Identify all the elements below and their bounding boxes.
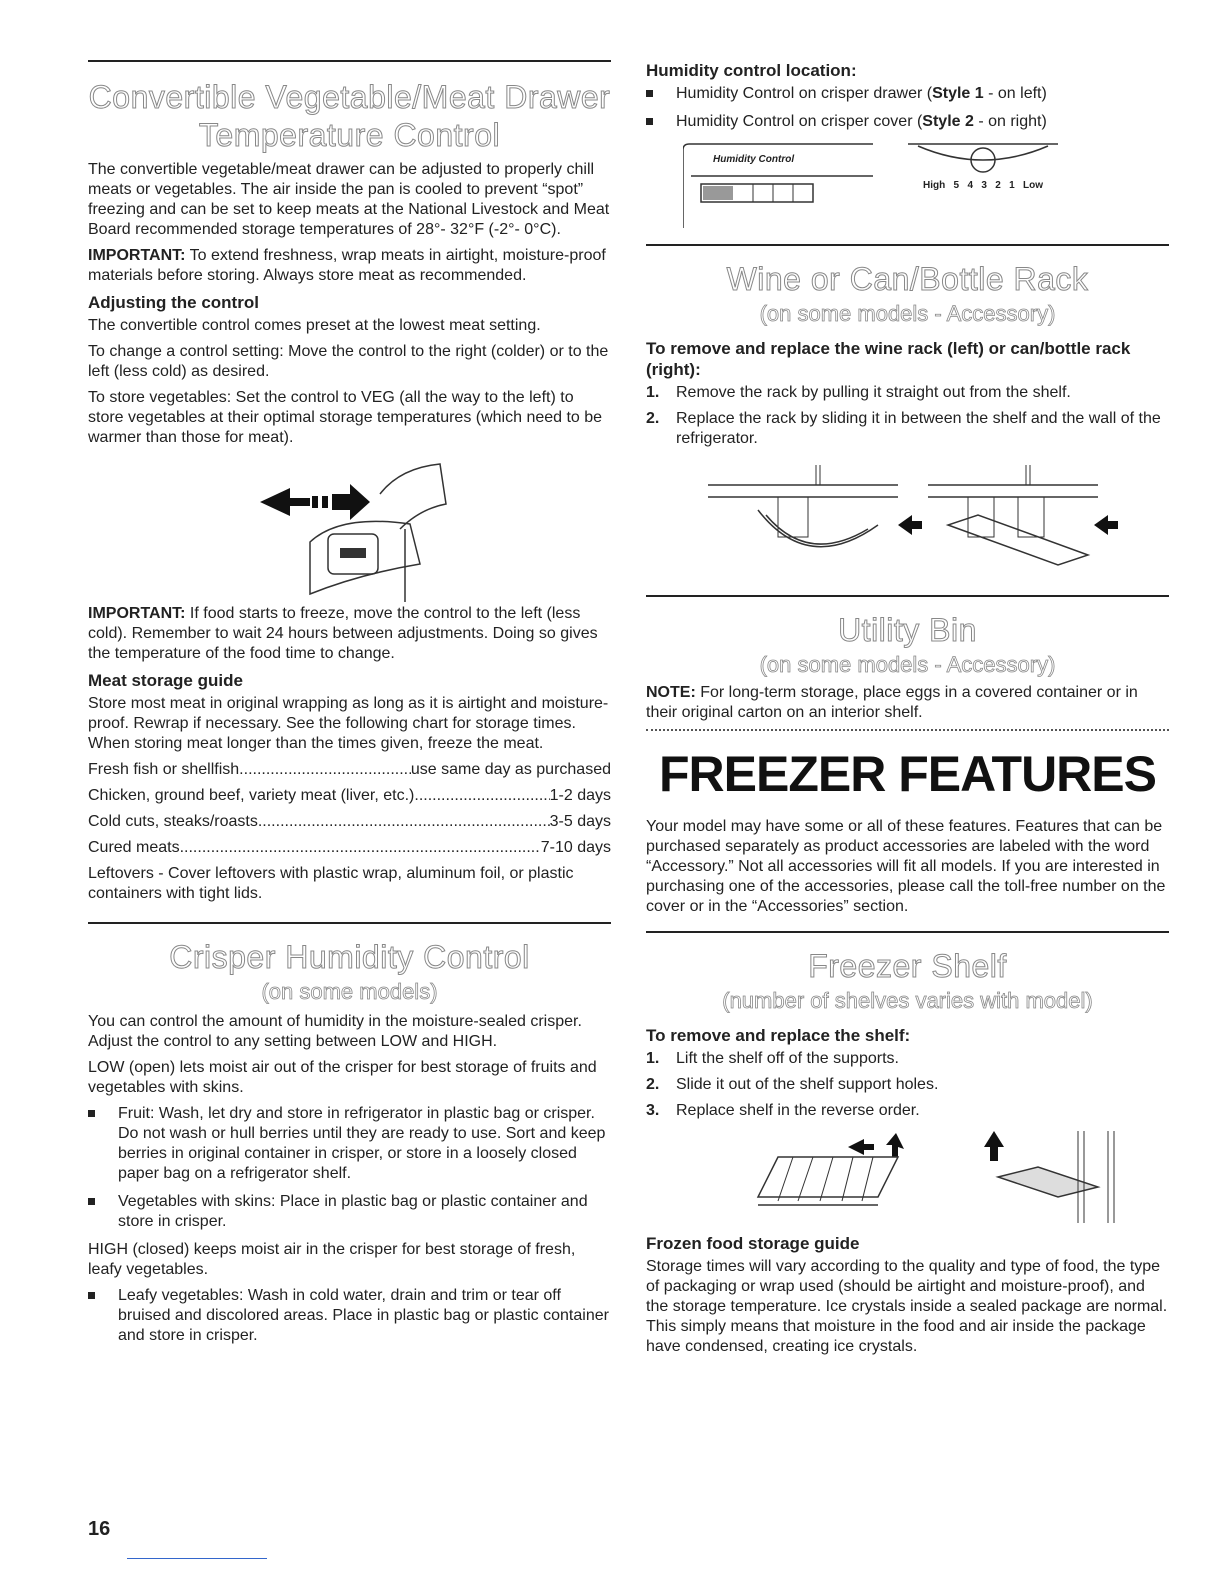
meat-chart-row: Cured meats ..... 7-10 days (88, 838, 611, 858)
list-item: Humidity Control on crisper drawer (Style 1 - on left) (646, 84, 1169, 104)
wine-title: Wine or Can/Bottle Rack (726, 261, 1089, 297)
list-item: Humidity Control on crisper cover (Style 2 - on right) (646, 112, 1169, 132)
meat-heading: Meat storage guide (88, 671, 243, 690)
list-item: 1. Remove the rack by pulling it straight out from the shelf. (646, 384, 1071, 401)
crisper-list-1 (88, 1104, 611, 1232)
list-item: 2. Slide it out of the shelf support holes. (646, 1076, 939, 1093)
crisper-title: Crisper Humidity Control (169, 939, 530, 975)
drawer-important: IMPORTANT: To extend freshness, wrap meats in airtight, moisture-proof materials before storing. Always store meat as recommended. (88, 247, 606, 284)
shelf-steps (646, 1049, 1169, 1121)
meat-chart (88, 760, 611, 858)
shelf-heading: To remove and replace the shelf: (646, 1026, 911, 1045)
drawer-title: Convertible Vegetable/Meat Drawer (88, 79, 611, 115)
left-column (88, 60, 611, 1354)
freezer-intro: Your model may have some or all of these features. Features that can be purchased separately as product accessories are labeled with the word “Accessory.” Not all accessories will fit all models. If you are interested in purchasing one of the accessories, please call the toll-free number on the cover or in the “Accessories” section. (646, 818, 1166, 915)
frozen-heading: Frozen food storage guide (646, 1234, 860, 1253)
frozen-text: Storage times will vary according to the quality and type of food, the type of packaging or wrap used (should be airtight and moisture-proof), and the storage temperature. Ice crystals inside a sealed package are normal. This simply means that moisture in the food and air inside the package have condensed, creating ice crystals. (646, 1258, 1168, 1355)
divider (646, 729, 1169, 731)
utility-title: Utility Bin (838, 612, 977, 648)
humidity-control-illustration (683, 140, 1133, 230)
page-number: 16 (88, 1518, 111, 1540)
utility-note: NOTE: For long-term storage, place eggs in a covered container or in their original carton on an interior shelf. (646, 684, 1138, 721)
freezer-features-title: FREEZER FEATURES (659, 746, 1156, 802)
list-item: Vegetables with skins: Place in plastic bag or plastic container and store in crisper. (88, 1192, 611, 1232)
shelf-title: Freezer Shelf (808, 948, 1007, 984)
humidity-list (646, 84, 1169, 132)
crisper-p3: HIGH (closed) keeps moist air in the crisper for best storage of fresh, leafy vegetables. (88, 1241, 576, 1278)
meat-chart-row: Chicken, ground beef, variety meat (liver, etc.) ..... 1-2 days (88, 786, 611, 806)
drawer-control-illustration (250, 454, 450, 604)
crisper-p1: You can control the amount of humidity in the moisture-sealed crisper. Adjust the control to any setting between LOW and HIGH. (88, 1013, 582, 1050)
leftovers: Leftovers - Cover leftovers with plastic wrap, aluminum foil, or plastic containers with tight lids. (88, 865, 574, 902)
crisper-p2: LOW (open) lets moist air out of the crisper for best storage of fruits and vegetables with skins. (88, 1059, 597, 1096)
list-item: 1. Lift the shelf off of the supports. (646, 1050, 899, 1067)
crisper-list-2 (88, 1286, 611, 1346)
shelf-subtitle: (number of shelves varies with model) (722, 988, 1093, 1013)
wine-steps (646, 383, 1169, 449)
humidity-fig-label: Humidity Control (712, 154, 794, 165)
drawer-intro: The convertible vegetable/meat drawer can be adjusted to properly chill meats or vegetables. The air inside the pan is cooled to prevent “spot” freezing and can be set to keep meats at the National Livestock and Meat Board recommended storage temperatures of 28°- 32°F (-2°- 0°C). (88, 161, 610, 238)
wine-heading: To remove and replace the wine rack (left) or can/bottle rack (right): (646, 339, 1131, 379)
wine-rack-illustration (698, 455, 1118, 585)
list-item: Fruit: Wash, let dry and store in refrigerator in plastic bag or crisper. Do not wash or hull berries until they are ready to use. Sort and keep berries in original container in crisper, or store in a loosely closed paper bag on a refrigerator shelf. (88, 1104, 611, 1184)
freezer-shelf-illustration (698, 1127, 1118, 1227)
adjust-p3: To store vegetables: Set the control to VEG (all the way to the left) to store vegetables at their optimal storage temperatures (which need to be warmer than those for meat). (88, 389, 603, 446)
list-item: 3. Replace shelf in the reverse order. (646, 1102, 920, 1119)
adjust-p2: To change a control setting: Move the control to the right (colder) or to the left (less cold) as desired. (88, 343, 609, 380)
adjust-heading: Adjusting the control (88, 293, 259, 312)
list-item: 2. Replace the rack by sliding it in between the shelf and the wall of the refrigerator. (646, 410, 1161, 447)
right-column (646, 60, 1169, 1363)
footer-line (127, 1558, 267, 1559)
meat-intro: Store most meat in original wrapping as long as it is airtight and moisture-proof. Rewrap if necessary. See the following chart for storage times. When storing meat longer than the times given, freeze the meat. (88, 695, 609, 752)
crisper-subtitle: (on some models) (261, 979, 438, 1004)
meat-chart-row: Fresh fish or shellfish ..... use same day as purchased (88, 760, 611, 780)
humidity-heading: Humidity control location: (646, 61, 857, 80)
meat-chart-row: Cold cuts, steaks/roasts ..... 3-5 days (88, 812, 611, 832)
humidity-fig-scale: High 5 4 3 2 1 Low (922, 180, 1043, 191)
adjust-p1: The convertible control comes preset at the lowest meat setting. (88, 317, 541, 334)
drawer-title-2: Temperature Control (198, 117, 501, 153)
list-item: Leafy vegetables: Wash in cold water, drain and trim or tear off bruised and discolored areas. Place in plastic bag or plastic container and store in crisper. (88, 1286, 611, 1346)
wine-subtitle: (on some models - Accessory) (759, 301, 1056, 326)
drawer-important-2: IMPORTANT: If food starts to freeze, move the control to the left (less cold). Remember to wait 24 hours between adjustments. Doing so gives the temperature of the food time to change. (88, 605, 598, 662)
utility-subtitle: (on some models - Accessory) (759, 652, 1056, 677)
